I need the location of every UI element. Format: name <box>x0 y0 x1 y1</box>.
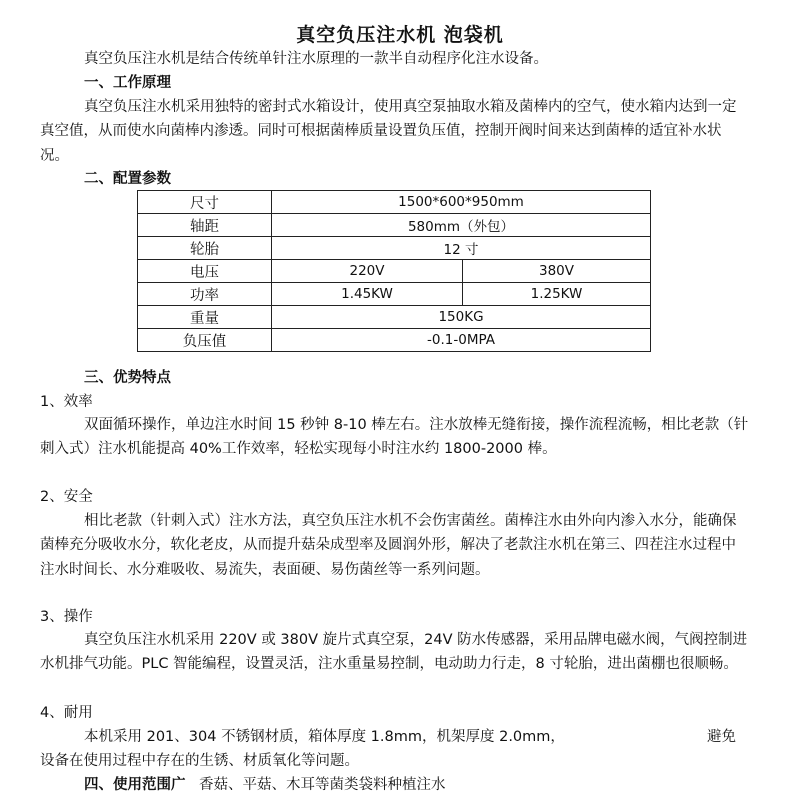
table-value: 12 寸 <box>272 237 651 260</box>
table-value: 150KG <box>272 306 651 329</box>
page-title: 真空负压注水机 泡袋机 <box>296 24 504 46</box>
table-row <box>138 283 651 306</box>
scope-text: 香菇、平菇、木耳等菌类袋料种植注水 <box>199 777 446 793</box>
table-value: 1.25KW <box>463 283 651 306</box>
table-value: 380V <box>463 260 651 283</box>
section-heading-advantages: 三、优势特点 <box>84 370 171 386</box>
table-key: 尺寸 <box>138 191 272 214</box>
advantage-text-operation: 真空负压注水机采用 220V 或 380V 旋片式真空泵，24V 防水传感器，采用品牌电磁水阀，气阀控制进水机排气功能。PLC 智能编程，设置灵活，注水重量易控制，电动助力行走，8 寸轮胎，进出菌棚也很顺畅。 <box>40 632 748 673</box>
table-key: 重量 <box>138 306 272 329</box>
advantage-title-efficiency: 1、效率 <box>40 394 93 410</box>
advantage-text-durability-b: 避免 <box>707 729 736 745</box>
intro-text: 真空负压注水机是结合传统单针注水原理的一款半自动程序化注水设备。 <box>84 51 548 67</box>
section-heading-config: 二、配置参数 <box>84 171 171 187</box>
section-heading-principle: 一、工作原理 <box>84 75 171 91</box>
table-key: 功率 <box>138 283 272 306</box>
table-row <box>138 306 651 329</box>
table-key: 电压 <box>138 260 272 283</box>
config-table <box>137 190 651 352</box>
section-heading-scope: 四、使用范围广 <box>84 777 186 793</box>
table-value: 580mm（外包） <box>272 214 651 237</box>
table-row <box>138 237 651 260</box>
table-value: 1500*600*950mm <box>272 191 651 214</box>
table-row <box>138 214 651 237</box>
advantage-title-operation: 3、操作 <box>40 609 93 625</box>
advantage-title-safety: 2、安全 <box>40 489 93 505</box>
table-key: 负压值 <box>138 329 272 352</box>
advantage-text-durability-c: 设备在使用过程中存在的生锈、材质氧化等问题。 <box>40 753 359 769</box>
table-value: 1.45KW <box>272 283 463 306</box>
table-row <box>138 260 651 283</box>
table-key: 轴距 <box>138 214 272 237</box>
advantage-text-durability-a: 本机采用 201、304 不锈钢材质，箱体厚度 1.8mm，机架厚度 2.0mm， <box>84 729 565 745</box>
table-key: 轮胎 <box>138 237 272 260</box>
advantage-text-safety: 相比老款（针刺入式）注水方法，真空负压注水机不会伤害菌丝。菌棒注水由外向内渗入水分，能确保菌棒充分吸收水分，软化老皮，从而提升菇朵成型率及圆润外形，解决了老款注水机在第三、四茬注水过程中注水时间长、水分难吸收、易流失，表面硬、易伤菌丝等一系列问题。 <box>40 513 737 578</box>
advantage-title-durability: 4、耐用 <box>40 705 93 721</box>
table-value: -0.1-0MPA <box>272 329 651 352</box>
table-value: 220V <box>272 260 463 283</box>
advantage-text-efficiency: 双面循环操作，单边注水时间 15 秒钟 8-10 棒左右。注水放棒无缝衔接，操作流程流畅，相比老款（针刺入式）注水机能提高 40%工作效率，轻松实现每小时注水约 1800-2000 棒。 <box>40 417 749 458</box>
principle-text: 真空负压注水机采用独特的密封式水箱设计，使用真空泵抽取水箱及菌棒内的空气，使水箱内达到一定真空值，从而使水向菌棒内渗透。同时可根据菌棒质量设置负压值，控制开阀时间来达到菌棒的适宜补水状况。 <box>40 99 737 164</box>
table-row <box>138 329 651 352</box>
table-row <box>138 191 651 214</box>
